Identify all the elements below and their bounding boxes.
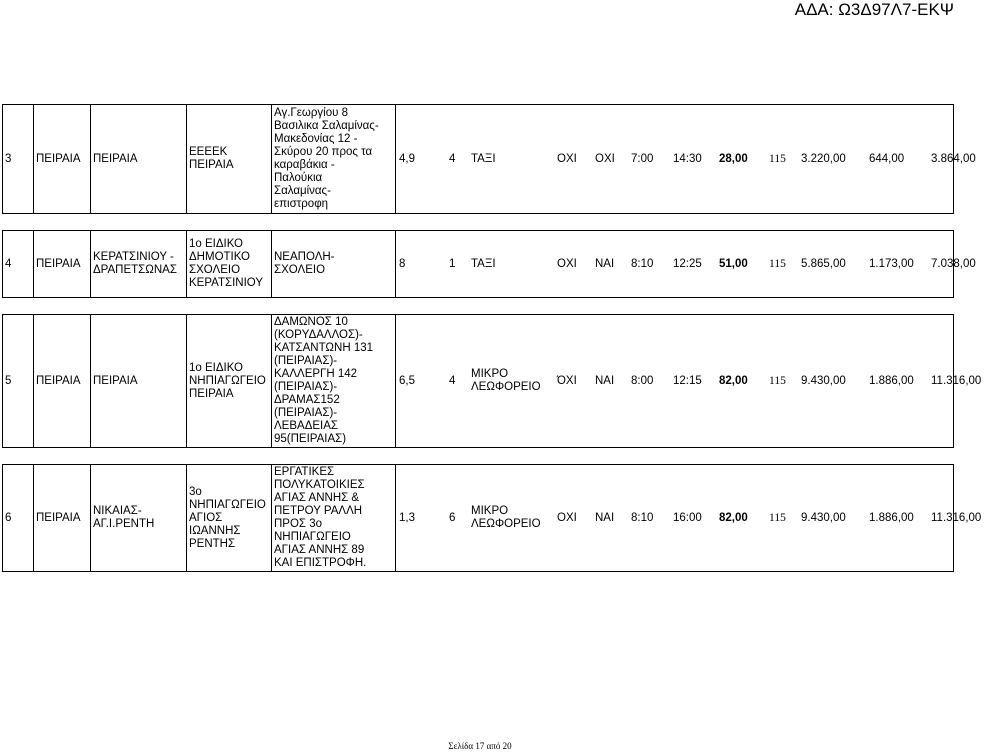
days-value: 115	[769, 374, 786, 387]
opt2-value: ΝΑΙ	[595, 374, 615, 387]
dimos-cell-line: ΝΙΚΑΙΑΣ-	[93, 505, 142, 517]
vehicle-value-line: ΤΑΞΙ	[471, 257, 496, 270]
perifereia-cell: ΠΕΙΡΑΙΑ	[34, 231, 91, 298]
price-value: 51,00	[719, 257, 748, 270]
route-cell-line: ΑΓΙΑΣ ΑΝΝΗΣ 89	[274, 544, 365, 556]
vehicle-value-line: ΛΕΩΦΟΡΕΙΟ	[471, 518, 541, 530]
vehicle-value-line: ΜΙΚΡΟ	[471, 505, 509, 517]
route-cell-line: ΝΕΑΠΟΛΗ-	[274, 251, 335, 263]
row-spacer	[3, 214, 954, 231]
vat-value: 1.886,00	[869, 374, 914, 387]
dimos-cell-line: ΚΕΡΑΤΣΙΝΙΟΥ -	[93, 251, 174, 263]
route-details	[398, 153, 998, 166]
start-value: 8:10	[631, 257, 654, 270]
total-value: 3.864,00	[931, 152, 976, 165]
route-cell-line: (ΠΕΙΡΑΙΑΣ)-	[274, 381, 338, 393]
start-value: 7:00	[631, 152, 654, 165]
vehicle-value	[470, 368, 556, 394]
route-cell	[272, 231, 396, 298]
route-cell-line: Μακεδονίας 12 -	[274, 133, 358, 145]
row-number: 4	[3, 231, 34, 298]
route-cell-line: (ΚΟΡΥΔΑΛΛΟΣ)-	[274, 329, 363, 341]
perifereia-cell: ΠΕΙΡΑΙΑ	[34, 315, 91, 448]
vat-value: 644,00	[869, 152, 905, 165]
vehicle-value	[470, 505, 556, 531]
route-details-row	[398, 368, 998, 394]
cost-value: 9.430,00	[801, 511, 846, 524]
ada-code: ΑΔΑ: Ω3Δ97Λ7-ΕΚΨ	[794, 0, 954, 19]
school-cell-line: ΣΧΟΛΕΙΟ	[189, 264, 241, 276]
route-cell-line: ΝΗΠΙΑΓΩΓΕΙΟ	[274, 531, 351, 543]
dimos-cell: ΠΕΙΡΑΙΑ	[91, 315, 187, 448]
page-footer: Σελίδα 17 από 20	[448, 741, 512, 751]
vehicle-value-line: ΛΕΩΦΟΡΕΙΟ	[471, 381, 541, 393]
row-number: 6	[3, 465, 34, 572]
end-value: 16:00	[673, 511, 702, 524]
opt2-value: ΝΑΙ	[595, 511, 615, 524]
km-value: 6,5	[399, 374, 415, 387]
dimos-cell-line: ΑΓ.Ι.ΡΕΝΤΗ	[93, 518, 155, 530]
school-cell	[187, 315, 272, 448]
route-details-row	[398, 505, 998, 531]
school-cell-line: 1ο ΕΙΔΙΚΟ	[189, 361, 243, 374]
route-cell-line: Βασιλικα Σαλαμίνας-	[274, 120, 379, 132]
km-value: 4,9	[399, 152, 415, 165]
route-details-cell	[396, 315, 982, 448]
table-row	[3, 105, 954, 214]
opt1-value: ΟΧΙ	[557, 257, 577, 270]
route-details	[398, 505, 998, 531]
vehicle-value-line: ΜΙΚΡΟ	[471, 368, 509, 380]
end-value: 12:15	[673, 374, 702, 387]
km-value: 8	[399, 257, 406, 270]
start-value: 8:00	[631, 374, 654, 387]
route-cell-line: ΣΧΟΛΕΙΟ	[274, 264, 326, 276]
vehicle-value	[470, 258, 556, 271]
school-cell-line: ΠΕΙΡΑΙΑ	[189, 387, 234, 400]
price-value: 82,00	[719, 511, 748, 524]
opt1-value: ΌΧΙ	[557, 374, 577, 387]
route-cell-line: 95(ΠΕΙΡΑΙΑΣ)	[274, 433, 347, 445]
km-value: 1,3	[399, 511, 415, 524]
route-details-row	[398, 153, 998, 166]
students-value: 4	[449, 374, 456, 387]
route-details-cell	[396, 231, 976, 298]
route-cell-line: ΚΑΛΛΕΡΓΗ 142	[274, 368, 358, 380]
route-cell-line: Σκύρου 20 προς τα	[274, 146, 373, 158]
route-cell-line: Αγ.Γεωργίου 8	[274, 107, 348, 119]
school-cell-line: ΔΗΜΟΤΙΚΟ	[189, 251, 250, 263]
opt2-value: ΟΧΙ	[595, 152, 615, 165]
route-cell-line: καραβάκια -	[274, 159, 335, 171]
route-details-cell	[396, 465, 982, 572]
row-spacer	[3, 298, 954, 315]
students-value: 4	[449, 152, 456, 165]
dimos-cell	[91, 465, 187, 572]
school-cell-line: 3ο	[189, 485, 202, 498]
cost-value: 5.865,00	[801, 257, 846, 270]
school-cell	[187, 105, 272, 214]
days-value: 115	[769, 511, 786, 524]
school-cell-line: ΝΗΠΙΑΓΩΓΕΙΟ	[189, 374, 266, 387]
school-cell	[187, 231, 272, 298]
row-number: 3	[3, 105, 34, 214]
route-cell-line: ΔΡΑΜΑΣ152	[274, 394, 340, 406]
route-cell-line: Παλούκια	[274, 172, 323, 184]
route-cell-line: επιστροφη	[274, 198, 329, 210]
school-cell-line: ΚΕΡΑΤΣΙΝΙΟΥ	[189, 277, 264, 289]
price-value: 82,00	[719, 374, 748, 387]
row-number: 5	[3, 315, 34, 448]
total-value: 7.038,00	[931, 257, 976, 270]
route-cell-line: (ΠΕΙΡΑΙΑΣ)-	[274, 407, 338, 419]
students-value: 6	[449, 511, 456, 524]
routes-table	[2, 104, 982, 572]
cost-value: 3.220,00	[801, 152, 846, 165]
route-cell-line: ΛΕΒΑΔΕΙΑΣ	[274, 420, 339, 432]
route-cell-line: ΚΑΤΣΑΝΤΩΝΗ 131	[274, 342, 374, 354]
total-value: 11.316,00	[931, 374, 982, 387]
dimos-cell: ΠΕΙΡΑΙΑ	[91, 105, 187, 214]
route-cell-line: ΠΟΛΥΚΑΤΟΙΚΙΕΣ	[274, 479, 365, 491]
table-row	[3, 315, 954, 448]
route-cell	[272, 315, 396, 448]
days-value: 115	[769, 152, 786, 165]
end-value: 12:25	[673, 257, 702, 270]
dimos-cell	[91, 231, 187, 298]
route-details	[398, 368, 998, 394]
opt1-value: ΟΧΙ	[557, 152, 577, 165]
route-cell-line: ΠΡΟΣ 3ο	[274, 518, 323, 530]
vat-value: 1.173,00	[869, 257, 914, 270]
route-details	[398, 258, 998, 271]
table-row	[3, 231, 954, 298]
dimos-cell-line: ΔΡΑΠΕΤΣΩΝΑΣ	[93, 264, 177, 276]
route-cell-line: ΕΡΓΑΤΙΚΕΣ	[274, 466, 335, 478]
route-cell-line: (ΠΕΙΡΑΙΑΣ)-	[274, 355, 338, 367]
perifereia-cell: ΠΕΙΡΑΙΑ	[34, 105, 91, 214]
route-details-cell	[396, 105, 976, 214]
school-cell-line: ΙΩΑΝΝΗΣ	[189, 524, 241, 537]
vat-value: 1.886,00	[869, 511, 914, 524]
school-cell-line: ΑΓΙΟΣ	[189, 511, 223, 524]
students-value: 1	[449, 257, 456, 270]
opt1-value: ΟΧΙ	[557, 511, 577, 524]
school-cell-line: ΕΕΕΕΚ	[189, 146, 228, 158]
school-cell	[187, 465, 272, 572]
route-cell-line: Σαλαμίνας-	[274, 185, 331, 197]
opt2-value: ΝΑΙ	[595, 257, 615, 270]
route-cell	[272, 105, 396, 214]
price-value: 28,00	[719, 152, 748, 165]
cost-value: 9.430,00	[801, 374, 846, 387]
school-cell-line: ΝΗΠΙΑΓΩΓΕΙΟ	[189, 498, 266, 511]
vehicle-value	[470, 153, 556, 166]
route-cell-line: ΑΓΙΑΣ ΑΝΝΗΣ &	[274, 492, 360, 504]
vehicle-value-line: ΤΑΞΙ	[471, 152, 496, 165]
end-value: 14:30	[673, 152, 702, 165]
route-cell-line: ΠΕΤΡΟΥ ΡΑΛΛΗ	[274, 505, 363, 517]
row-spacer	[3, 448, 954, 465]
route-cell-line: ΚΑΙ ΕΠΙΣΤΡΟΦΗ.	[274, 557, 367, 569]
school-cell-line: ΡΕΝΤΗΣ	[189, 537, 236, 550]
perifereia-cell: ΠΕΙΡΑΙΑ	[34, 465, 91, 572]
route-cell	[272, 465, 396, 572]
route-cell-line: ΔΑΜΩΝΟΣ 10	[274, 316, 348, 328]
days-value: 115	[769, 257, 786, 270]
start-value: 8:10	[631, 511, 654, 524]
route-details-row	[398, 258, 998, 271]
school-cell-line: 1ο ΕΙΔΙΚΟ	[189, 238, 243, 250]
table-row	[3, 465, 954, 572]
total-value: 11.316,00	[931, 511, 982, 524]
school-cell-line: ΠΕΙΡΑΙΑ	[189, 159, 234, 171]
